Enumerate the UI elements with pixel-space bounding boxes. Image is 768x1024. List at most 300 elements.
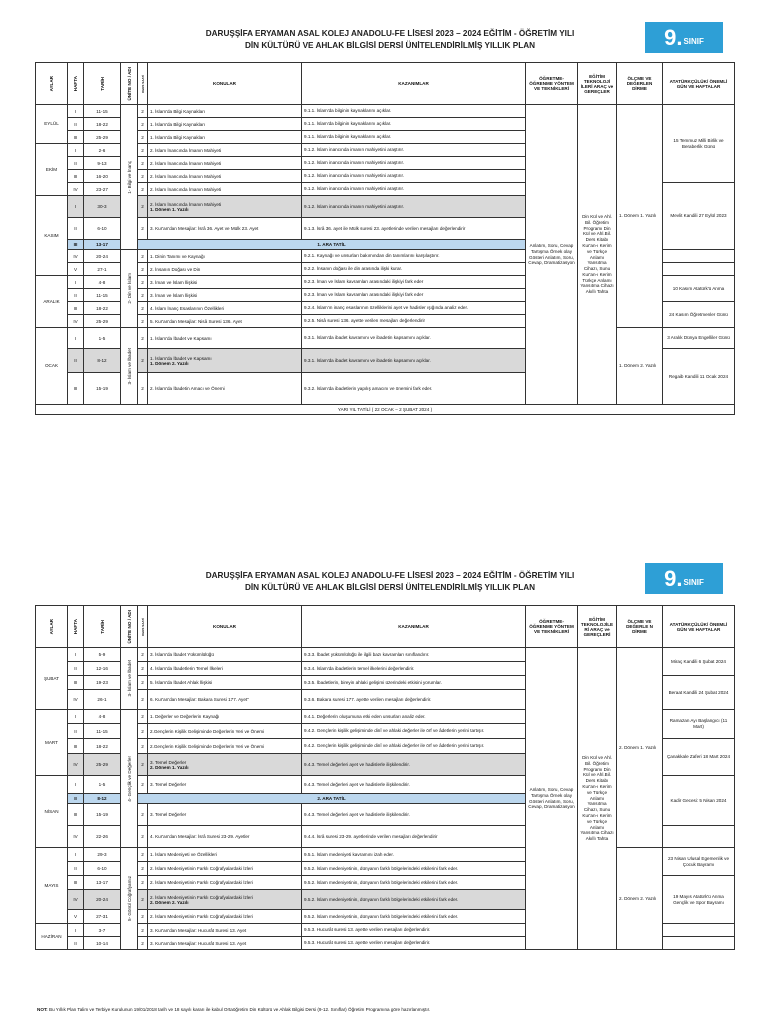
date-cell: 25-29	[84, 754, 121, 776]
outcome-cell: 9.2.3. İman ve İslam kavramları arasındaki ilişkiyi fark eder	[302, 289, 526, 302]
topic-text: 3. İslam'da İbadet Yükümlülüğü	[150, 652, 214, 657]
topic-cell	[148, 848, 302, 862]
plan-title-1	[140, 28, 640, 52]
hours-cell: 2	[138, 276, 148, 289]
week-cell: IV	[68, 183, 84, 196]
outcome-cell: 9.4.2. Gençlerin kişilik gelişiminde dinî ve ahlaki değerler ile örf ve âdetlerin yerini tartışır.	[302, 724, 526, 739]
hours-cell: 2	[138, 144, 148, 157]
important-days-cell	[663, 263, 735, 276]
date-cell: 13-17	[84, 240, 121, 250]
week-cell: I	[68, 710, 84, 724]
date-cell: 1-5	[84, 776, 121, 794]
topic-text: 6. Kur'an'dan Mesajlar: Bakara Suresi 177. Ayet"	[150, 697, 249, 702]
important-day: Kadir Gecesi: 5 Nisan 2024	[670, 797, 727, 803]
topic-cell	[148, 776, 302, 794]
date-cell: 13-17	[84, 876, 121, 890]
outcome-cell: 9.2.3. İman ve İslam kavramları arasındaki ilişkiyi fark eder	[302, 276, 526, 289]
week-cell: II	[68, 289, 84, 302]
important-days-cell	[663, 648, 735, 676]
hours-cell: 2	[138, 754, 148, 776]
hours-cell: 2	[138, 373, 148, 405]
outcome-cell: 9.1.2. İslam inancında imanın mahiyetini araştırır.	[302, 196, 526, 218]
col-yontem: ÖĞRETME-ÖĞRENME YÖNTEM VE TEKNİKLERİ	[526, 606, 578, 648]
hours-cell: 2	[138, 183, 148, 196]
topic-text: 2. İslam Medeniyetinin Farklı Coğrafyalardaki İzleri	[150, 894, 253, 900]
col-unite: ÜNİTE NO / ADI	[121, 63, 138, 105]
outcome-cell: 9.4.2. Gençlerin kişilik gelişiminde dinî ve ahlaki değerler ile örf ve âdetlerin yerini tartışır.	[302, 739, 526, 754]
week-cell: IV	[68, 754, 84, 776]
topic-cell	[148, 690, 302, 710]
hours-cell: 2	[138, 924, 148, 937]
week-cell: II	[68, 118, 84, 131]
important-days-cell	[663, 328, 735, 349]
topic-cell	[148, 676, 302, 690]
date-cell: 27-1	[84, 263, 121, 276]
week-cell: IV	[68, 690, 84, 710]
date-cell: 25-29	[84, 315, 121, 328]
date-cell: 9-13	[84, 157, 121, 170]
month-cell: MART	[36, 710, 68, 776]
col-olcme: ÖLÇME VE DEĞERLE N DİRME	[617, 606, 663, 648]
week-cell: II	[68, 862, 84, 876]
unit-cell	[121, 105, 138, 250]
date-cell: 5-9	[84, 648, 121, 662]
topic-text: 2. İslam Medeniyetinin Farklı Coğrafyalardaki İzleri	[150, 866, 253, 871]
col-unite: ÜNİTE NO / ADI	[121, 606, 138, 648]
week-cell: I	[68, 848, 84, 862]
topic-cell	[148, 862, 302, 876]
topic-text: 3. Temel Değerler	[150, 759, 187, 765]
topic-text: 2. İslam İnancında İmanın Mahiyeti	[150, 147, 222, 153]
important-days-cell	[663, 276, 735, 302]
week-cell: I	[68, 196, 84, 218]
grade-badge	[645, 22, 723, 53]
unit-cell	[121, 848, 138, 950]
hours-cell: 2	[138, 862, 148, 876]
col-arac: EĞİTİM TEKNOLOJİLE Rİ ARAÇ ve GEREÇLERİ	[578, 606, 617, 648]
hours-cell: 2	[138, 105, 148, 118]
hours-cell: 2	[138, 218, 148, 240]
date-cell: 25-29	[84, 131, 121, 144]
month-cell: KASIM	[36, 196, 68, 276]
important-day: 23 Nisan Ulusal Egemenlik ve Çocuk Bayramı	[667, 855, 730, 867]
school-title: DARUŞŞİFA ERYAMAN ASAL KOLEJ ANADOLU-FE LİSESİ 2023 – 2024 EĞİTİM - ÖĞRETİM YILI	[205, 29, 575, 38]
holiday-cell: 2. ARA TATİL	[138, 794, 526, 804]
date-cell: 18-22	[84, 118, 121, 131]
unit-cell	[121, 648, 138, 710]
hours-cell: 2	[138, 170, 148, 183]
important-day: Beraat Kandili 24 Şubat 2024	[668, 689, 729, 695]
important-day: 19 Mayıs Atatürk'ü Anma Gençlik ve Spor Bayramı	[673, 893, 724, 905]
table-row	[36, 105, 735, 118]
col-saat: DERS SAATİ	[138, 606, 148, 648]
date-cell: 23-27	[84, 183, 121, 196]
col-tarih: TARİH	[84, 606, 121, 648]
topic-cell	[148, 924, 302, 937]
topic-cell	[148, 724, 302, 739]
outcome-cell: 9.3.1. İslam'da ibadet kavramını ve ibadetin kapsamını açıklar.	[302, 349, 526, 373]
week-cell: III	[68, 373, 84, 405]
month-cell: EYLÜL	[36, 105, 68, 144]
unit-label: 3- İslam ve İbadet	[126, 347, 132, 385]
outcome-cell: 9.3.2. İslam'da ibadetlerin yapılış amacını ve önemini fark eder.	[302, 373, 526, 405]
materials-cell: Din Kül ve Ahl. Bil. Öğretim Programı Din Kül ve Ahl.Bil. Ders Kitabı Kur'an-ı Kerim ve Türkçe Anlamı Yansıtma Cihazı, Sunu Kur'an-ı Kerim Türkçe Anlamı Yansıtma Cihazı Akıllı Tahta	[578, 105, 617, 405]
hours-cell: 2	[138, 302, 148, 315]
topic-text: 1. İslam'da Bilgi Kaynakları	[150, 121, 206, 127]
month-cell: NİSAN	[36, 776, 68, 848]
hours-cell: 2	[138, 890, 148, 910]
outcome-cell: 9.2.2. İnsanın doğası ile din arasında ilişki kurar.	[302, 263, 526, 276]
important-day: 15 Temmuz Milli Birlik ve Beraberlik Günü	[673, 137, 724, 149]
topic-cell	[148, 105, 302, 118]
outcome-cell: 9.1.1. İslam'da bilginin kaynaklarını açıklar.	[302, 118, 526, 131]
week-cell: II	[68, 349, 84, 373]
col-konular: KONULAR	[148, 606, 302, 648]
assessment-cell: 1. Dönem 1. Yazılı	[617, 105, 663, 328]
week-cell: III	[68, 804, 84, 826]
grade-number: 9.	[664, 24, 683, 50]
hours-cell: 2	[138, 662, 148, 676]
topic-cell	[148, 289, 302, 302]
topic-cell	[148, 263, 302, 276]
week-cell: II	[68, 157, 84, 170]
col-arac: EĞİTİM TEKNOLOJİ İLERİ ARAÇ ve GEREÇLER	[578, 63, 617, 105]
hours-cell: 2	[138, 804, 148, 826]
date-cell: 3-7	[84, 924, 121, 937]
grade-suffix: SINIF	[683, 578, 704, 587]
date-cell: 11-15	[84, 289, 121, 302]
unit-cell	[121, 250, 138, 328]
hours-cell: 2	[138, 776, 148, 794]
plan-subtitle: DİN KÜLTÜRÜ VE AHLAK BİLGİSİ DERSİ ÜNİTELENDİRİLMİŞ YILLIK PLAN	[244, 583, 536, 592]
outcome-cell: 9.2.1. Kaynağı ve unsurları bakımından din tanımlarını karşılaştırır.	[302, 250, 526, 263]
week-cell: II	[68, 662, 84, 676]
col-yontem: ÖĞRETME-ÖĞRENME YÖNTEM VE TEKNİKLERİ	[526, 63, 578, 105]
topic-cell	[148, 328, 302, 349]
topic-text: 1. İslam Medeniyeti ve Özellikleri	[150, 852, 217, 857]
unit-label: 1- Bilgi ve İnanç	[126, 160, 132, 194]
outcome-cell: 9.4.3. Temel değerleri ayet ve hadislerle ilişkilendirir.	[302, 776, 526, 794]
important-days-cell	[663, 105, 735, 183]
topic-cell	[148, 937, 302, 950]
table-row	[36, 848, 735, 862]
month-cell: ŞUBAT	[36, 648, 68, 710]
hours-cell: 2	[138, 876, 148, 890]
col-hafta: HAFTA	[68, 63, 84, 105]
important-day: 10 Kasım Atatürk'ü Anma	[672, 285, 725, 291]
assessment-cell: 1. Dönem 2. Yazılı	[617, 328, 663, 405]
outcome-cell: 9.5.2. İslam medeniyetinin, dünyanın farklı bölgelerindeki etkilerini fark eder.	[302, 876, 526, 890]
important-day: 24 Kasım Öğretmenler Günü	[669, 311, 728, 317]
month-cell: MAYIS	[36, 848, 68, 924]
outcome-cell: 9.1.2. İslam inancında imanın mahiyetini araştırır.	[302, 157, 526, 170]
important-days-cell	[663, 739, 735, 776]
assessment-cell: 2. Dönem 1. Yazılı	[617, 648, 663, 848]
hours-cell: 2	[138, 648, 148, 662]
date-cell: 18-22	[84, 739, 121, 754]
outcome-cell: 9.5.2. İslam medeniyetinin, dünyanın farklı bölgelerindeki etkilerini fark eder.	[302, 910, 526, 924]
date-cell: 4-8	[84, 276, 121, 289]
date-cell: 8-12	[84, 794, 121, 804]
hours-cell: 2	[138, 263, 148, 276]
unit-label: 4- Gençlik ve Değerler	[126, 755, 132, 802]
topic-cell	[148, 144, 302, 157]
topic-cell	[148, 876, 302, 890]
topic-text: 4. İslam'da İbadetlerin Temel İlkeleri	[150, 666, 223, 671]
important-day: 3 Aralık Dünya Engelliler Günü	[667, 335, 730, 341]
outcome-cell: 9.5.3. Hucurât suresi 13. ayette verilen mesajları değerlendirir.	[302, 937, 526, 950]
topic-cell	[148, 754, 302, 776]
plan-table-1	[35, 62, 735, 415]
exam-label: 2. Dönem 2. Yazılı	[150, 899, 189, 905]
topic-text: 2. İslam İnancında İmanın Mahiyeti	[150, 186, 222, 192]
week-cell: III	[68, 302, 84, 315]
week-cell: I	[68, 648, 84, 662]
topic-text: 2.Gençlerin Kişilik Gelişiminde Değerlerin Yeri ve Önemi	[150, 743, 265, 749]
date-cell: 30-3	[84, 196, 121, 218]
date-cell: 1-5	[84, 328, 121, 349]
outcome-cell: 9.5.3. Hucurât suresi 13. ayette verilen mesajları değerlendirir.	[302, 924, 526, 937]
holiday-cell: 1. ARA TATİL	[138, 240, 526, 250]
week-cell: III	[68, 131, 84, 144]
week-cell: II	[68, 794, 84, 804]
topic-cell	[148, 890, 302, 910]
week-cell: IV	[68, 890, 84, 910]
col-hafta: HAFTA	[68, 606, 84, 648]
date-cell: 27-31	[84, 910, 121, 924]
week-cell: II	[68, 937, 84, 950]
outcome-cell: 9.4.4. İsrâ suresi 23-29. ayetlerinde verilen mesajları değerlendirir	[302, 826, 526, 848]
topic-cell	[148, 662, 302, 676]
month-cell: OCAK	[36, 328, 68, 405]
important-day: Miraç Kandili 6 Şubat 2024	[671, 658, 726, 664]
unit-label: 2- Din ve İslam	[126, 273, 132, 304]
week-cell: II	[68, 724, 84, 739]
col-saat: DERS SAATİ	[138, 63, 148, 105]
outcome-cell: 9.3.5. İbadetlerin, bireyin ahlaki gelişimi üzerindeki etkisini yorumlar.	[302, 676, 526, 690]
hours-cell: 2	[138, 937, 148, 950]
col-konular: KONULAR	[148, 63, 302, 105]
important-days-cell	[663, 937, 735, 950]
topic-text: 4. İslam İnanç Esaslarının Özellikleri	[150, 305, 225, 311]
topic-cell	[148, 648, 302, 662]
important-days-cell	[663, 776, 735, 826]
topic-cell	[148, 373, 302, 405]
topic-cell	[148, 218, 302, 240]
exam-label: 1. Dönem 2. Yazılı	[150, 360, 189, 366]
important-days-cell	[663, 924, 735, 937]
topic-text: 2. İslam'da İbadetin Amacı ve Önemi	[150, 386, 225, 391]
week-cell: V	[68, 263, 84, 276]
hours-cell: 2	[138, 739, 148, 754]
outcome-cell: 9.4.3. Temel değerleri ayet ve hadislerle ilişkilendirir.	[302, 754, 526, 776]
exam-label: 1. Dönem 1. Yazılı	[150, 206, 189, 212]
important-day: Mevlit Kandili 27 Eylül 2023	[670, 213, 727, 219]
table-row	[36, 648, 735, 662]
week-cell: I	[68, 776, 84, 794]
topic-cell	[148, 183, 302, 196]
week-cell: V	[68, 910, 84, 924]
hours-cell: 2	[138, 131, 148, 144]
semester-break-cell: YARI YIL TATİLİ ( 22 OCAK – 2 ŞUBAT 2024 )	[36, 405, 735, 415]
week-cell: III	[68, 739, 84, 754]
week-cell: I	[68, 105, 84, 118]
week-cell: III	[68, 240, 84, 250]
important-day: Ramazan Ayı Başlangıcı (11 Mart)	[669, 718, 728, 729]
date-cell: 15-19	[84, 373, 121, 405]
date-cell: 15-19	[84, 804, 121, 826]
footer-label: NOT:	[37, 1007, 48, 1012]
exam-label: 2. Dönem 1. Yazılı	[150, 764, 189, 770]
date-cell: 20-24	[84, 250, 121, 263]
week-cell: III	[68, 876, 84, 890]
topic-text: 1. Değerler ve Değerlerin Kaynağı	[150, 714, 220, 719]
topic-text: 2. İslam İnancında İmanın Mahiyeti	[150, 160, 222, 166]
hours-cell: 2	[138, 690, 148, 710]
important-days-cell	[663, 876, 735, 924]
date-cell: 20-24	[84, 890, 121, 910]
col-aylar: AYLAR	[36, 63, 68, 105]
grade-number: 9.	[664, 565, 683, 591]
outcome-cell: 9.3.4. İslam'da ibadetlerin temel ilkelerini değerlendirir.	[302, 662, 526, 676]
date-cell: 6-10	[84, 862, 121, 876]
hours-cell: 2	[138, 328, 148, 349]
date-cell: 18-22	[84, 302, 121, 315]
outcome-cell: 9.2.5. Nisâ suresi 136. ayette verilen mesajları değerlendirir	[302, 315, 526, 328]
school-title: DARUŞŞİFA ERYAMAN ASAL KOLEJ ANADOLU-FE LİSESİ 2023 – 2024 EĞİTİM - ÖĞRETİM YILI	[205, 571, 575, 580]
month-cell: ARALIK	[36, 276, 68, 328]
hours-cell: 2	[138, 118, 148, 131]
topic-cell	[148, 118, 302, 131]
date-cell: 4-8	[84, 710, 121, 724]
topic-cell	[148, 910, 302, 924]
plan-title-2	[140, 570, 640, 594]
outcome-cell: 9.1.2. İslam inancında imanın mahiyetini araştırır.	[302, 183, 526, 196]
method-cell: Anlatım, Soru, Cevap Tartışma Örnek olay Gösteri Anlatım, Soru, Cevap, Dramatizasyon	[526, 105, 578, 405]
important-days-cell	[663, 676, 735, 710]
topic-text: 2. İnsanın Doğası ve Din	[150, 266, 201, 272]
date-cell: 16-20	[84, 170, 121, 183]
date-cell: 19-23	[84, 676, 121, 690]
topic-text: 2.Gençlerin Kişilik Gelişiminde Değerlerin Yeri ve Önemi	[150, 728, 265, 734]
topic-cell	[148, 250, 302, 263]
important-days-cell	[663, 183, 735, 250]
topic-text: 2. İslam Medeniyetinin Farklı Coğrafyalardaki İzleri	[150, 914, 253, 919]
col-ataturk: ATATÜRKÇÜLÜK/ ÖNEMLİ GÜN VE HAFTALAR	[663, 606, 735, 648]
month-cell: HAZİRAN	[36, 924, 68, 950]
plan-table-2	[35, 605, 735, 950]
topic-cell	[148, 131, 302, 144]
unit-label: 5- Gönül Coğrafyamız	[126, 876, 132, 921]
topic-cell	[148, 302, 302, 315]
important-days-cell	[663, 710, 735, 739]
topic-text: 3. Temel Değerler	[150, 812, 187, 817]
date-cell: 12-16	[84, 662, 121, 676]
week-cell: III	[68, 170, 84, 183]
unit-cell	[121, 710, 138, 848]
date-cell: 11-15	[84, 105, 121, 118]
important-days-cell	[663, 302, 735, 328]
hours-cell: 2	[138, 676, 148, 690]
week-cell: IV	[68, 250, 84, 263]
hours-cell: 2	[138, 250, 148, 263]
unit-label: 3- İslam ve İbadet	[126, 660, 132, 697]
topic-cell	[148, 315, 302, 328]
important-days-cell	[663, 848, 735, 876]
hours-cell: 2	[138, 289, 148, 302]
topic-text: 1. İslam'da Bilgi Kaynakları	[150, 134, 206, 140]
topic-cell	[148, 196, 302, 218]
week-cell: II	[68, 218, 84, 240]
topic-cell	[148, 349, 302, 373]
hours-cell: 2	[138, 349, 148, 373]
hours-cell: 2	[138, 848, 148, 862]
topic-text: 3. İman ve İslam İlişkisi	[150, 279, 198, 285]
hours-cell: 2	[138, 724, 148, 739]
topic-cell	[148, 170, 302, 183]
hours-cell: 2	[138, 157, 148, 170]
col-olcme: ÖLÇME VE DEĞERLEN DİRME	[617, 63, 663, 105]
topic-cell	[148, 710, 302, 724]
week-cell: IV	[68, 315, 84, 328]
topic-text: 3. Kur'an'dan Mesajlar: İsrâ 36. Ayet ve Mülk 23. Ayet	[150, 226, 259, 231]
outcome-cell: 9.4.3. Temel değerleri ayet ve hadislerle ilişkilendirir.	[302, 804, 526, 826]
topic-text: 2. İslam Medeniyetinin Farklı Coğrafyalardaki İzleri	[150, 880, 253, 885]
topic-text: 1. İslam'da Bilgi Kaynakları	[150, 108, 206, 114]
outcome-cell: 9.4.1. Değerlerin oluşumuna etki eden unsurları analiz eder.	[302, 710, 526, 724]
date-cell: 8-12	[84, 349, 121, 373]
outcome-cell: 9.1.2. İslam inancında imanın mahiyetini araştırır.	[302, 144, 526, 157]
week-cell: III	[68, 676, 84, 690]
outcome-cell: 9.3.1. İslam'da ibadet kavramını ve ibadetin kapsamını açıklar.	[302, 328, 526, 349]
outcome-cell: 9.1.1. İslam'da bilginin kaynaklarını açıklar.	[302, 105, 526, 118]
topic-text: 3. İman ve İslam İlişkisi	[150, 292, 198, 298]
hours-cell: 2	[138, 710, 148, 724]
topic-cell	[148, 157, 302, 170]
topic-text: 3. Temel Değerler	[150, 782, 187, 787]
semester-break-row	[36, 405, 735, 415]
topic-cell	[148, 276, 302, 289]
method-cell: Anlatım, Soru, Cevap Tartışma Örnek olay Gösteri Anlatım, Soru, Cevap, Dramatizasyon	[526, 648, 578, 950]
topic-text: 4. Kur'an'dan Mesajlar: İsrâ Suresi 23-29. Ayetler	[150, 834, 250, 839]
topic-cell	[148, 804, 302, 826]
assessment-cell: 2. Dönem 2. Yazılı	[617, 848, 663, 950]
topic-text: 1. İslam'da İbadet ve Kapsamı	[150, 355, 212, 361]
outcome-cell: 9.3.6. Bakara suresi 177. ayette verilen mesajları değerlendirir.	[302, 690, 526, 710]
topic-text: 2. İslam İnancında İmanın Mahiyeti	[150, 173, 222, 179]
date-cell: 29-3	[84, 848, 121, 862]
grade-suffix: SINIF	[683, 37, 704, 46]
outcome-cell: 9.1.1. İslam'da bilginin kaynaklarını açıklar.	[302, 131, 526, 144]
topic-cell	[148, 826, 302, 848]
important-day: Çanakkale Zaferi 18 Mart 2024	[666, 754, 731, 760]
outcome-cell: 9.5.2. İslam medeniyetinin, dünyanın farklı bölgelerindeki etkilerini fark eder.	[302, 890, 526, 910]
col-ataturk: ATATÜRKÇÜLÜK/ ÖNEMLİ GÜN VE HAFTALAR	[663, 63, 735, 105]
hours-cell: 2	[138, 315, 148, 328]
topic-text: 5. Kur'an'dan Mesajlar: Nisâ Suresi 136. Ayet	[150, 318, 242, 324]
date-cell: 22-26	[84, 826, 121, 848]
hours-cell: 2	[138, 910, 148, 924]
month-cell: EKİM	[36, 144, 68, 196]
week-cell: I	[68, 276, 84, 289]
week-cell: I	[68, 328, 84, 349]
col-tarih: TARİH	[84, 63, 121, 105]
important-day: Regaib Kandili 11 Ocak 2024	[668, 373, 729, 379]
plan-subtitle: DİN KÜLTÜRÜ VE AHLAK BİLGİSİ DERSİ ÜNİTELENDİRİLMİŞ YILLIK PLAN	[244, 41, 536, 50]
date-cell: 2-6	[84, 144, 121, 157]
unit-cell	[121, 328, 138, 405]
outcome-cell: 9.5.1. İslam medeniyeti kavramını izah eder.	[302, 848, 526, 862]
